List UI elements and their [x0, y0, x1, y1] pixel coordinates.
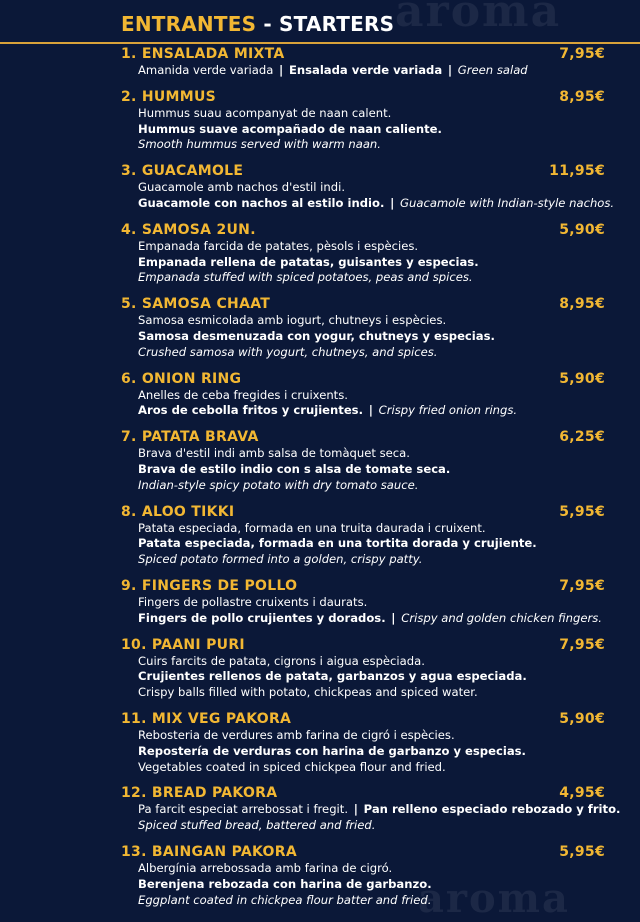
- description-ca: Guacamole amb nachos d'estil indi.: [138, 180, 346, 195]
- dish-description-line: [121, 270, 610, 286]
- menu-item: [121, 222, 610, 286]
- description-en: Eggplant coated in chickpea flour batter and fried.: [138, 892, 432, 907]
- description-ca: Amanida verde variada: [138, 63, 274, 77]
- menu-item-header: [121, 222, 610, 239]
- description-en: Crispy and golden chicken fingers.: [401, 610, 602, 625]
- dish-price: 5,90€: [559, 370, 605, 387]
- description-es: Patata especiada, formada en una tortita dorada y crujiente.: [138, 536, 537, 551]
- dish-price: 8,95€: [559, 296, 605, 313]
- dish-description-line: [121, 345, 610, 361]
- dish-title: 8. ALOO TIKKI: [121, 503, 235, 520]
- dish-description-line: [121, 446, 610, 462]
- description-es: Samosa desmenuzada con yogur, chutneys y especias.: [138, 328, 495, 343]
- menu-item-header: [121, 89, 610, 106]
- description-en: Indian-style spicy potato with dry tomato sauce.: [138, 477, 419, 492]
- description-en: Crushed samosa with yogurt, chutneys, and spices.: [138, 344, 438, 359]
- section-title: [121, 12, 394, 36]
- description-es: Berenjena rebozada con harina de garbanzo.: [138, 876, 432, 891]
- menu-list: [121, 46, 621, 918]
- description-ca: Samosa esmicolada amb iogurt, chutneys i espècies.: [138, 313, 447, 328]
- section-title-separator: -: [256, 12, 279, 36]
- menu-item-header: [121, 371, 610, 388]
- dish-price: 7,95€: [559, 636, 605, 653]
- description-es: Repostería de verduras con harina de garbanzo y especias.: [138, 743, 526, 758]
- dish-description-line: [121, 137, 610, 153]
- menu-item: [121, 296, 610, 360]
- description-ca: Rebosteria de verdures amb farina de cigró i espècies.: [138, 727, 455, 742]
- dish-title: 2. HUMMUS: [121, 88, 217, 105]
- dish-description-line: [121, 536, 610, 552]
- dish-title: 7. PATATA BRAVA: [121, 429, 259, 446]
- description-en: Spiced potato formed into a golden, crispy patty.: [138, 552, 423, 567]
- dish-description-line: [121, 388, 610, 404]
- dish-description-line: [121, 654, 610, 670]
- dish-description-line: [121, 255, 610, 271]
- dish-description-line: [121, 180, 610, 196]
- separator-bar: |: [447, 63, 453, 77]
- brand-watermark-top: aroma: [395, 0, 562, 37]
- dish-title: 3. GUACAMOLE: [121, 163, 244, 180]
- dish-description-line: [121, 728, 610, 744]
- menu-item-header: [121, 637, 610, 654]
- menu-item: [121, 429, 610, 493]
- separator-bar: |: [390, 195, 395, 210]
- description-ca: Hummus suau acompanyat de naan calent.: [138, 105, 392, 120]
- description-es: Guacamole con nachos al estilo indio.: [138, 195, 385, 210]
- dish-title: 5. SAMOSA CHAAT: [121, 296, 271, 313]
- separator-bar: |: [368, 403, 373, 418]
- dish-description-line: [121, 669, 610, 685]
- description-es: Aros de cebolla fritos y crujientes.: [138, 403, 363, 418]
- menu-item: [121, 371, 610, 420]
- description-en: Guacamole with Indian-style nachos.: [400, 195, 615, 210]
- dish-title: 4. SAMOSA 2UN.: [121, 221, 256, 238]
- description-en: Green salad: [457, 63, 528, 77]
- description-en: Empanada stuffed with spiced potatoes, peas and spices.: [138, 270, 473, 285]
- dish-title: 12. BREAD PAKORA: [121, 785, 278, 802]
- menu-item-header: [121, 163, 610, 180]
- dish-description-line: [121, 403, 610, 419]
- menu-item-header: [121, 429, 610, 446]
- dish-price: 4,95€: [559, 785, 605, 802]
- description-ca: Albergínia arrebossada amb farina de cigró.: [138, 860, 393, 875]
- description-ca: Empanada farcida de patates, pèsols i espècies.: [138, 238, 419, 253]
- description-en: Crispy fried onion rings.: [378, 403, 518, 418]
- menu-item-header: [121, 844, 610, 861]
- description-es: Fingers de pollo crujientes y dorados.: [138, 610, 386, 625]
- description-es: Brava de estilo indio con s alsa de tomate seca.: [138, 461, 451, 476]
- menu-item: [121, 163, 615, 212]
- separator-bar: |: [279, 63, 284, 77]
- dish-description-line: [121, 462, 610, 478]
- dish-description-line: [121, 195, 615, 212]
- dish-title: 9. FINGERS DE POLLO: [121, 577, 298, 594]
- dish-title: 11. MIX VEG PAKORA: [121, 710, 292, 727]
- dish-description-line: [121, 106, 610, 122]
- menu-item: [121, 504, 610, 568]
- dish-description-line: [121, 685, 610, 701]
- menu-item: [121, 711, 610, 775]
- separator-bar: |: [353, 802, 358, 817]
- dish-description-line: [121, 744, 610, 760]
- menu-item: [121, 637, 610, 701]
- description-es: Ensalada verde variada: [288, 63, 443, 77]
- description-ca: Crispy balls filled with potato, chickpeas and spiced water.: [138, 685, 478, 700]
- dish-description-line: [121, 595, 610, 611]
- description-ca: Vegetables coated in spiced chickpea flour and fried.: [138, 759, 446, 774]
- dish-price: 5,95€: [559, 503, 605, 520]
- header-divider: [0, 42, 640, 44]
- menu-item-header: [121, 296, 610, 313]
- dish-description-line: [121, 239, 610, 255]
- menu-item-header: [121, 46, 610, 63]
- description-ca: Patata especiada, formada en una truita daurada i cruixent.: [138, 520, 486, 535]
- description-es: Hummus suave acompañado de naan caliente.: [138, 121, 442, 136]
- dish-description-line: [121, 478, 610, 494]
- dish-price: 5,90€: [559, 710, 605, 727]
- menu-item-header: [121, 504, 610, 521]
- menu-item: [121, 89, 610, 153]
- menu-item-header: [121, 785, 610, 802]
- description-es: Pan relleno especiado rebozado y frito.: [363, 802, 621, 817]
- description-ca: Anelles de ceba fregides i cruixents.: [138, 387, 348, 402]
- dish-price: 5,90€: [559, 221, 605, 238]
- dish-description-line: [121, 122, 610, 138]
- dish-price: 6,25€: [559, 429, 605, 446]
- brand-watermark-bottom: aroma: [418, 875, 570, 922]
- menu-item: [121, 785, 621, 834]
- dish-title: 1. ENSALADA MIXTA: [121, 46, 285, 62]
- dish-description-line: [121, 611, 610, 627]
- section-title-en: STARTERS: [279, 12, 395, 36]
- dish-title: 13. BAINGAN PAKORA: [121, 843, 297, 860]
- description-ca: Fingers de pollastre cruixents i daurats.: [138, 594, 368, 609]
- description-ca: Brava d'estil indi amb salsa de tomàquet seca.: [138, 446, 410, 461]
- dish-price: 11,95€: [549, 163, 605, 180]
- dish-description-line: [121, 63, 610, 79]
- menu-item-header: [121, 578, 610, 595]
- dish-price: 5,95€: [559, 843, 605, 860]
- separator-bar: |: [391, 610, 396, 625]
- description-es: Crujientes rellenos de patata, garbanzos y agua especiada.: [138, 669, 527, 684]
- menu-item-header: [121, 711, 610, 728]
- dish-description-line: [121, 313, 610, 329]
- menu-item: [121, 578, 610, 627]
- dish-description-line: [121, 521, 610, 537]
- menu-item: [121, 46, 610, 79]
- dish-title: 6. ONION RING: [121, 370, 242, 387]
- dish-price: 7,95€: [559, 46, 605, 62]
- dish-title: 10. PAANI PURI: [121, 636, 245, 653]
- dish-description-line: [121, 329, 610, 345]
- description-ca: Cuirs farcits de patata, cigrons i aigua espèciada.: [138, 653, 425, 668]
- description-es: Empanada rellena de patatas, guisantes y especias.: [138, 254, 479, 269]
- description-ca: Pa farcit especiat arrebossat i fregit.: [138, 802, 349, 817]
- dish-price: 8,95€: [559, 88, 605, 105]
- dish-description-line: [121, 818, 610, 834]
- dish-description-line: [121, 802, 621, 818]
- description-en: Spiced stuffed bread, battered and fried.: [138, 818, 376, 833]
- dish-description-line: [121, 552, 610, 568]
- section-title-es: ENTRANTES: [121, 12, 257, 36]
- dish-description-line: [121, 760, 610, 776]
- description-en: Smooth hummus served with warm naan.: [138, 137, 381, 152]
- dish-price: 7,95€: [559, 577, 605, 594]
